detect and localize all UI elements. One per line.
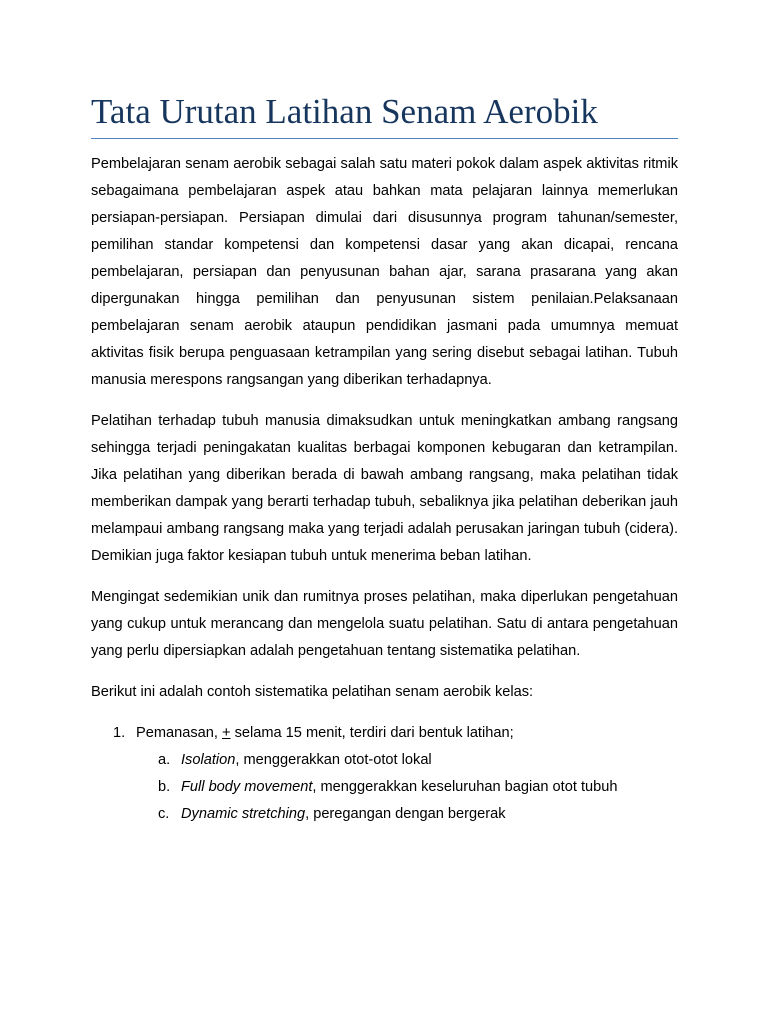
numbered-list	[91, 720, 678, 828]
paragraph-1: Pembelajaran senam aerobik sebagai salah satu materi pokok dalam aspek aktivitas ritmik sebagaimana pembelajaran aspek atau bahkan mata pelajaran lainnya memerlukan persiapan-persiapan. Persiapan dimulai dari disusunnya program tahunan/semester, pemilihan standar kompetensi dan kompetensi dasar yang akan dicapai, rencana pembelajaran, persiapan dan penyusunan bahan ajar, sarana prasarana yang akan dipergunakan hingga pemilihan dan penyusunan sistem penilaian.Pelaksanaan pembelajaran senam aerobik ataupun pendidikan jasmani pada umumnya memuat aktivitas fisik berupa penguasaan ketrampilan yang sering disebut sebagai latihan. Tubuh manusia merespons rangsangan yang diberikan terhadapnya.	[91, 156, 678, 388]
paragraph-4: Berikut ini adalah contoh sistematika pelatihan senam aerobik kelas:	[91, 684, 534, 700]
sub-list-letter: c.	[158, 806, 170, 822]
sub-list-term: Dynamic stretching	[181, 806, 306, 822]
document-title: Tata Urutan Latihan Senam Aerobik	[91, 90, 678, 139]
list-item-prefix: Pemanasan,	[136, 725, 222, 741]
list-item-suffix: selama 15 menit, terdiri dari bentuk latihan;	[230, 725, 514, 741]
paragraph-2: Pelatihan terhadap tubuh manusia dimaksudkan untuk meningkatkan ambang rangsang sehingga terjadi peningakatan kualitas berbagai komponen kebugaran dan ketrampilan. Jika pelatihan yang diberikan berada di bawah ambang rangsang, maka pelatihan tidak memberikan dampak yang berarti terhadap tubuh, sebaliknya jika pelatihan deberikan jauh melampaui ambang rangsang maka yang terjadi adalah perusakan jaringan tubuh (cidera). Demikian juga faktor kesiapan tubuh untuk menerima beban latihan.	[91, 413, 678, 564]
paragraph-3: Mengingat sedemikian unik dan rumitnya proses pelatihan, maka diperlukan pengetahuan yang cukup untuk merancang dan mengelola suatu pelatihan. Satu di antara pengetahuan yang perlu dipersiapkan adalah pengetahuan tentang sistematika pelatihan.	[91, 589, 678, 659]
plus-minus-symbol: +	[222, 725, 231, 741]
sub-list-item-b	[91, 774, 678, 801]
document-page	[91, 90, 678, 828]
sub-list-term: Isolation	[181, 752, 236, 768]
sub-list	[136, 747, 678, 828]
sub-list-term: Full body movement	[181, 779, 313, 795]
sub-list-letter: b.	[158, 779, 171, 795]
sub-list-desc: , peregangan dengan bergerak	[305, 806, 506, 822]
list-number: 1.	[113, 725, 126, 741]
sub-list-item-a	[91, 747, 678, 774]
sub-list-desc: , menggerakkan otot-otot lokal	[235, 752, 432, 768]
sub-list-letter: a.	[158, 752, 171, 768]
sub-list-item-c	[91, 801, 678, 828]
sub-list-desc: , menggerakkan keseluruhan bagian otot tubuh	[312, 779, 618, 795]
list-item-1	[91, 720, 678, 828]
